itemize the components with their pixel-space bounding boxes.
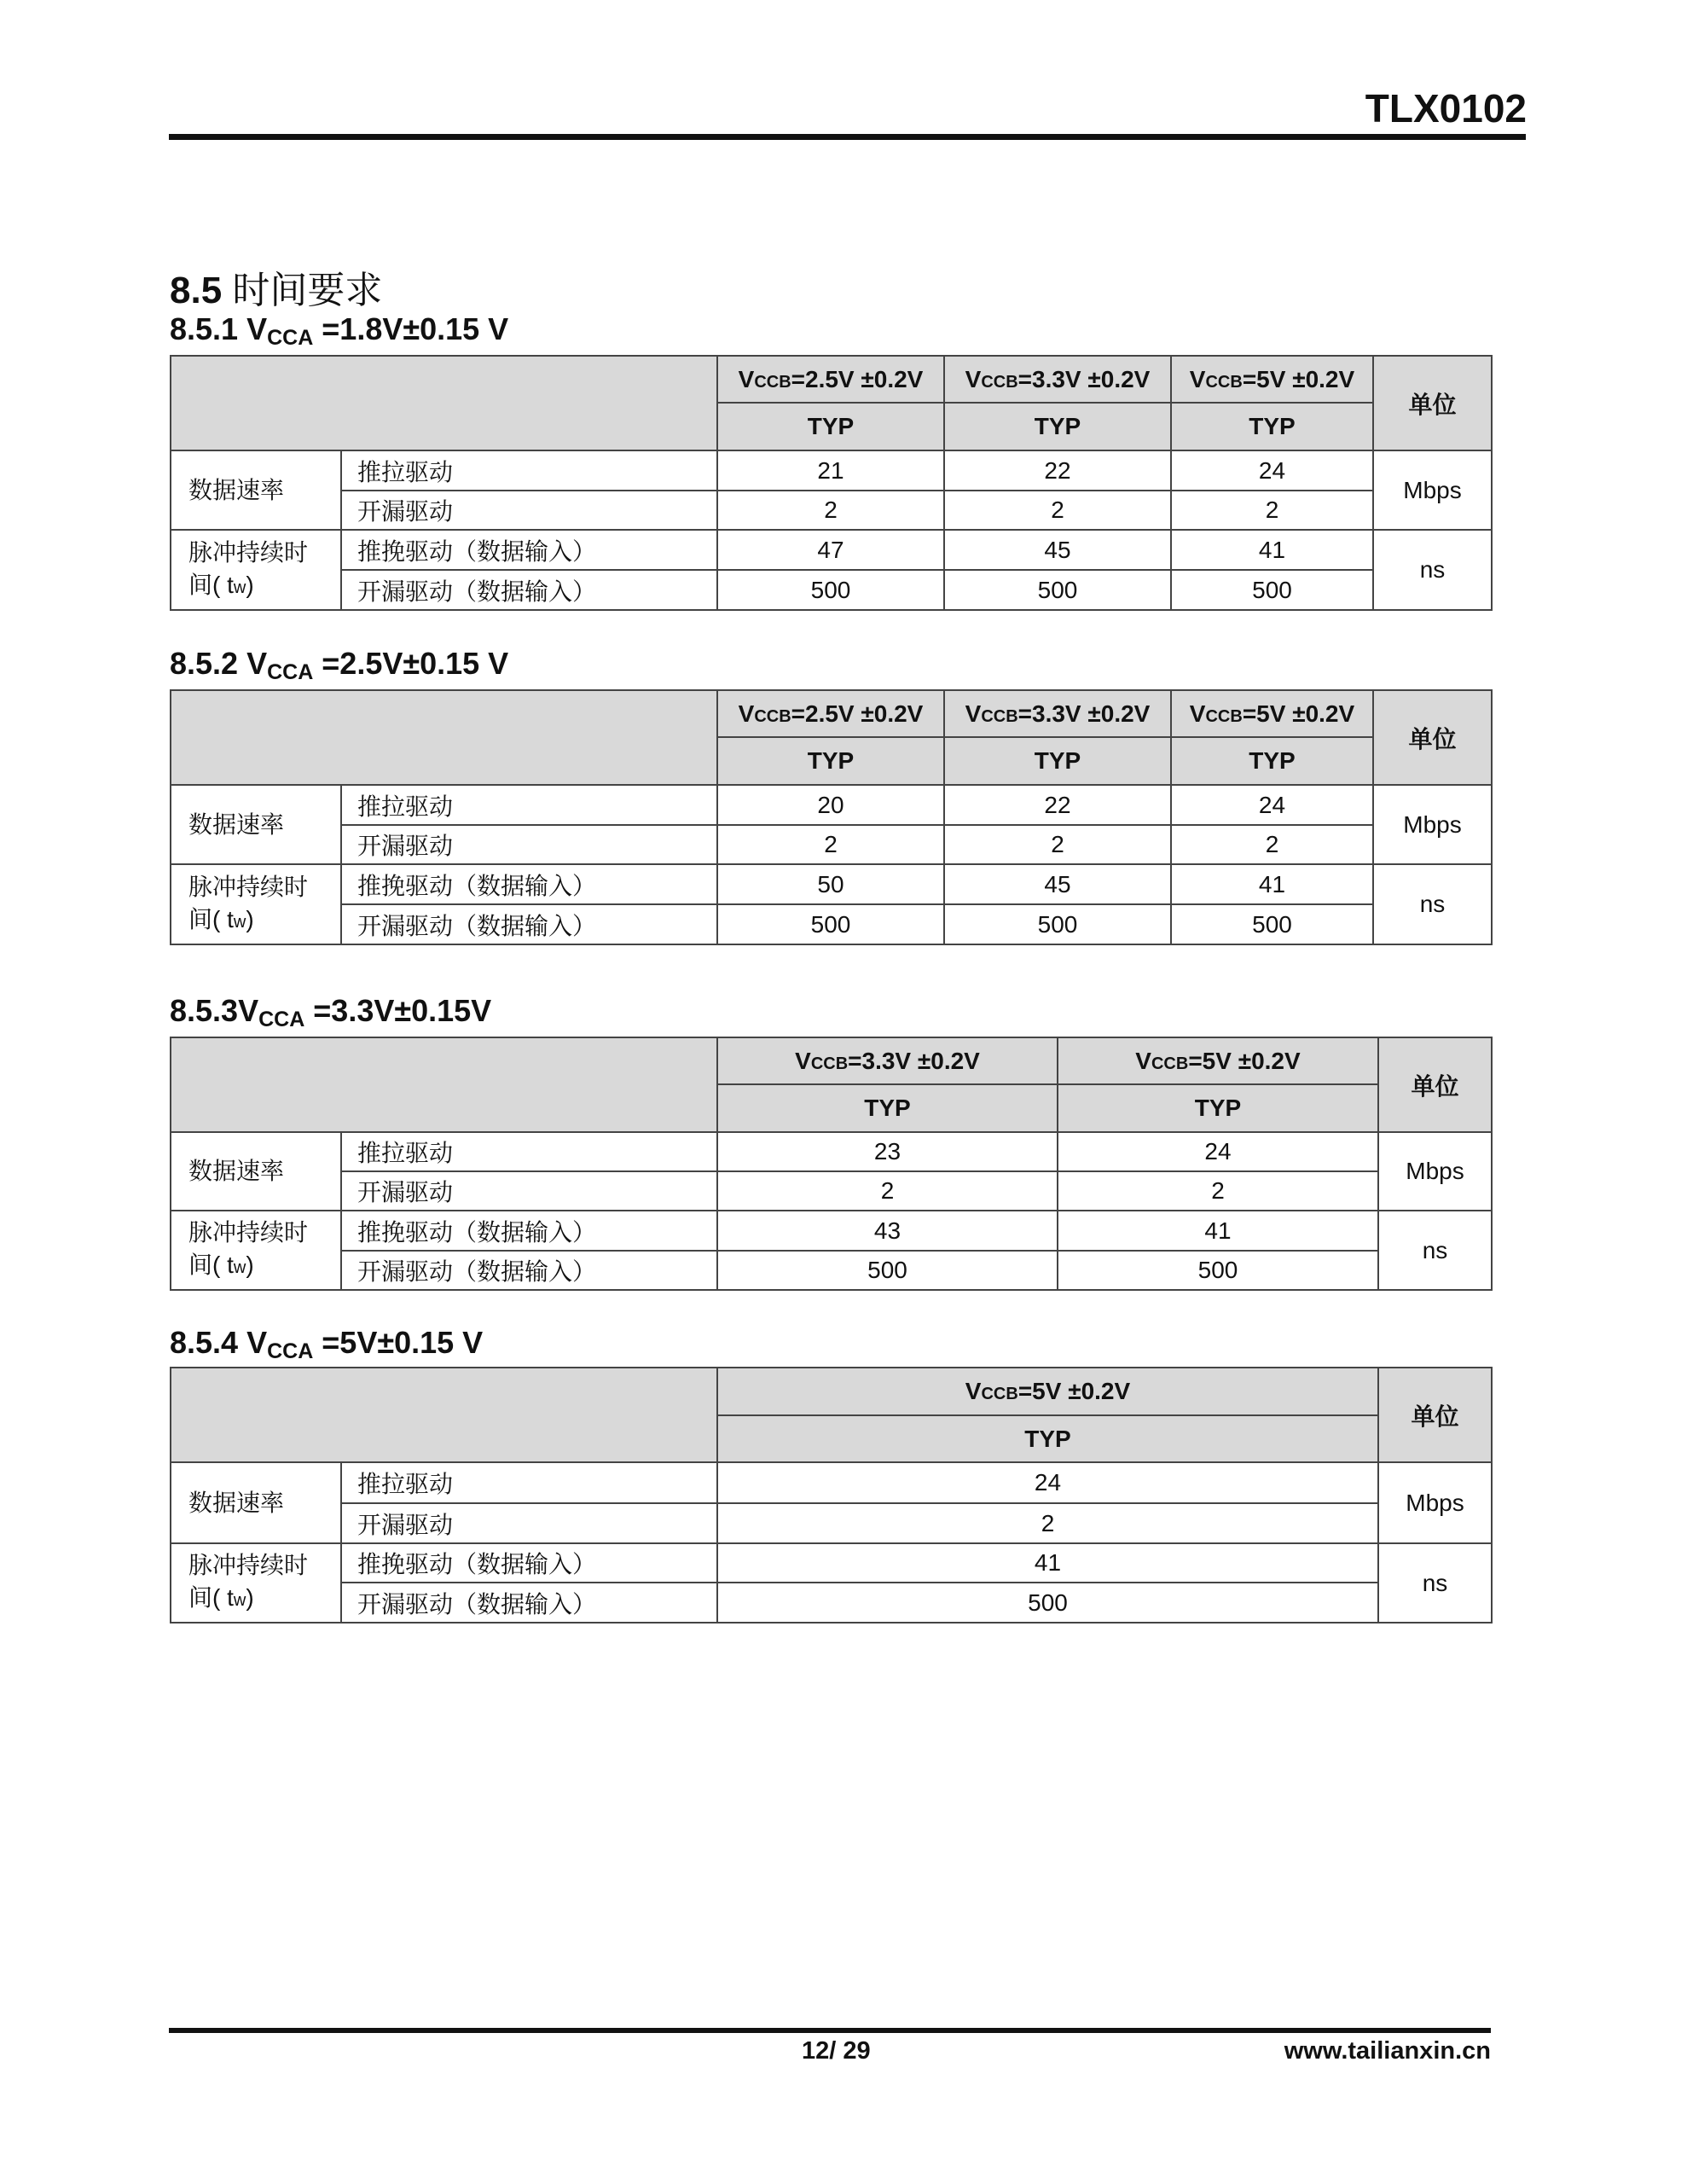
table-title-prefix: 8.5.3V (170, 993, 259, 1028)
typ-value: 2 (944, 491, 1171, 530)
typ-value: 45 (944, 530, 1171, 570)
condition-label: 推拉驱动 (341, 785, 717, 825)
table-row (171, 1251, 1492, 1290)
header-row (171, 690, 1492, 737)
vccb-v: V (738, 700, 755, 727)
typ-value: 47 (717, 530, 944, 570)
vccb-value: =5V ±0.2V (1188, 1047, 1301, 1074)
condition-label: 开漏驱动 (341, 825, 717, 864)
table-title (170, 993, 491, 1032)
vccb-subscript: CCB (1205, 372, 1243, 392)
page-number: 12/ 29 (802, 2037, 871, 2065)
typ-value: 24 (717, 1462, 1378, 1503)
section-name: 时间要求 (232, 270, 383, 311)
table-row (171, 570, 1492, 610)
parameter-label-line2: 间( t (188, 1252, 234, 1278)
vccb-v: V (738, 365, 755, 392)
section-number: 8.5 (170, 270, 223, 311)
vccb-v: V (965, 1378, 982, 1404)
timing-table (170, 1367, 1493, 1623)
document-id: TLX0102 (1365, 86, 1527, 131)
vccb-subscript: CCB (981, 372, 1018, 392)
parameter-label-close: ) (246, 905, 254, 932)
table-row (171, 1211, 1492, 1251)
typ-value: 500 (1171, 570, 1373, 610)
vccb-condition-header (1171, 690, 1373, 737)
unit-header: 单位 (1373, 356, 1492, 450)
condition-label: 推拉驱动 (341, 1462, 717, 1503)
typ-value: 500 (717, 570, 944, 610)
parameter-label: 数据速率 (171, 785, 341, 864)
table-row (171, 904, 1492, 944)
unit-value: Mbps (1378, 1132, 1492, 1211)
table-row (171, 1462, 1492, 1503)
vccb-v: V (795, 1047, 811, 1074)
vccb-condition-header (1058, 1037, 1378, 1084)
table-row (171, 825, 1492, 864)
header-row (171, 356, 1492, 403)
typ-value: 23 (717, 1132, 1058, 1171)
table-title (170, 1325, 483, 1364)
parameter-label: 数据速率 (171, 1132, 341, 1211)
vccb-v: V (1189, 700, 1206, 727)
table-row (171, 1503, 1492, 1543)
vccb-subscript: CCB (754, 706, 791, 726)
typ-header: TYP (717, 737, 944, 785)
parameter-label (171, 864, 341, 944)
table-title (170, 646, 508, 685)
parameter-label-line1: 脉冲持续时 (188, 873, 309, 900)
vccb-value: =3.3V ±0.2V (1017, 365, 1151, 392)
vccb-condition-header (944, 356, 1171, 403)
vccb-value: =5V ±0.2V (1242, 700, 1355, 727)
typ-header: TYP (717, 1084, 1058, 1132)
table-row (171, 530, 1492, 570)
header-blank-cell (171, 690, 717, 785)
condition-label: 开漏驱动（数据输入） (341, 1251, 717, 1290)
typ-header: TYP (1171, 403, 1373, 450)
typ-header: TYP (944, 737, 1171, 785)
vccb-condition-header (717, 356, 944, 403)
table-row (171, 1583, 1492, 1623)
header-blank-cell (171, 1368, 717, 1462)
table-row (171, 1171, 1492, 1211)
vccb-value: =3.3V ±0.2V (1017, 700, 1151, 727)
typ-value: 43 (717, 1211, 1058, 1251)
parameter-label-subscript: w (233, 1591, 246, 1610)
parameter-label-line2: 间( t (188, 571, 234, 598)
typ-value: 500 (944, 904, 1171, 944)
parameter-label-subscript: w (233, 578, 246, 597)
typ-value: 41 (1171, 864, 1373, 904)
table-row (171, 1543, 1492, 1583)
website: www.tailianxin.cn (1284, 2037, 1491, 2065)
typ-value: 2 (717, 1503, 1378, 1543)
typ-header: TYP (717, 403, 944, 450)
vccb-value: =5V ±0.2V (1242, 365, 1355, 392)
unit-value: ns (1378, 1543, 1492, 1623)
typ-value: 24 (1058, 1132, 1378, 1171)
condition-label: 开漏驱动（数据输入） (341, 570, 717, 610)
vccb-subscript: CCB (1205, 706, 1243, 726)
table-row (171, 785, 1492, 825)
typ-value: 41 (1058, 1211, 1378, 1251)
typ-header: TYP (1058, 1084, 1378, 1132)
parameter-label-line1: 脉冲持续时 (188, 538, 309, 566)
unit-value: Mbps (1373, 450, 1492, 530)
typ-value: 2 (717, 1171, 1058, 1211)
unit-header: 单位 (1378, 1368, 1492, 1462)
footer-rule (169, 2028, 1491, 2033)
condition-label: 开漏驱动（数据输入） (341, 1583, 717, 1623)
unit-value: ns (1373, 530, 1492, 610)
typ-value: 24 (1171, 450, 1373, 491)
table-title-subscript: CCA (267, 326, 314, 350)
condition-label: 开漏驱动 (341, 1503, 717, 1543)
typ-value: 500 (717, 1583, 1378, 1623)
vccb-subscript: CCB (981, 1385, 1018, 1403)
parameter-label (171, 1211, 341, 1290)
table-row (171, 491, 1492, 530)
typ-value: 2 (717, 491, 944, 530)
table-title-subscript: CCA (267, 1339, 314, 1363)
timing-table (170, 355, 1493, 611)
vccb-value: =2.5V ±0.2V (791, 700, 924, 727)
vccb-v: V (1135, 1047, 1151, 1074)
typ-value: 24 (1171, 785, 1373, 825)
typ-value: 500 (717, 1251, 1058, 1290)
typ-value: 45 (944, 864, 1171, 904)
condition-label: 开漏驱动（数据输入） (341, 904, 717, 944)
timing-table (170, 689, 1493, 945)
vccb-subscript: CCB (754, 372, 791, 392)
parameter-label-close: ) (246, 571, 254, 598)
typ-value: 50 (717, 864, 944, 904)
parameter-label (171, 1543, 341, 1623)
table-title-suffix: =3.3V±0.15V (304, 993, 492, 1028)
unit-header: 单位 (1373, 690, 1492, 785)
typ-value: 41 (717, 1543, 1378, 1583)
header-rule (169, 134, 1526, 140)
unit-value: ns (1378, 1211, 1492, 1290)
table-title-suffix: =1.8V±0.15 V (313, 311, 509, 346)
vccb-condition-header (717, 1037, 1058, 1084)
parameter-label-line2: 间( t (188, 905, 234, 932)
table-title-prefix: 8.5.1 V (170, 311, 268, 346)
typ-value: 500 (1058, 1251, 1378, 1290)
condition-label: 推挽驱动（数据输入） (341, 864, 717, 904)
vccb-condition-header (717, 1368, 1378, 1415)
table-title-subscript: CCA (267, 660, 314, 684)
section-title (170, 259, 382, 314)
typ-value: 2 (1171, 491, 1373, 530)
typ-value: 21 (717, 450, 944, 491)
condition-label: 推挽驱动（数据输入） (341, 530, 717, 570)
condition-label: 推拉驱动 (341, 450, 717, 491)
typ-value: 2 (1171, 825, 1373, 864)
parameter-label: 数据速率 (171, 450, 341, 530)
condition-label: 开漏驱动 (341, 491, 717, 530)
unit-value: Mbps (1373, 785, 1492, 864)
condition-label: 推拉驱动 (341, 1132, 717, 1171)
table-title-prefix: 8.5.2 V (170, 646, 268, 681)
header-row (171, 1368, 1492, 1415)
typ-header: TYP (717, 1415, 1378, 1462)
vccb-v: V (965, 365, 982, 392)
typ-header: TYP (1171, 737, 1373, 785)
table-title-suffix: =5V±0.15 V (313, 1325, 484, 1360)
vccb-condition-header (717, 690, 944, 737)
typ-value: 2 (1058, 1171, 1378, 1211)
table-row (171, 450, 1492, 491)
header-blank-cell (171, 1037, 717, 1132)
unit-value: ns (1373, 864, 1492, 944)
condition-label: 推挽驱动（数据输入） (341, 1543, 717, 1583)
parameter-label-close: ) (246, 1252, 254, 1278)
parameter-label (171, 530, 341, 610)
vccb-subscript: CCB (981, 706, 1018, 726)
header-row (171, 1037, 1492, 1084)
parameter-label-subscript: w (233, 912, 246, 932)
vccb-condition-header (944, 690, 1171, 737)
table-row (171, 864, 1492, 904)
typ-value: 20 (717, 785, 944, 825)
table-title-prefix: 8.5.4 V (170, 1325, 268, 1360)
table-row (171, 1132, 1492, 1171)
table-title-suffix: =2.5V±0.15 V (313, 646, 509, 681)
unit-header: 单位 (1378, 1037, 1492, 1132)
vccb-v: V (965, 700, 982, 727)
table-title (170, 311, 508, 351)
typ-value: 41 (1171, 530, 1373, 570)
typ-value: 500 (944, 570, 1171, 610)
vccb-v: V (1189, 365, 1206, 392)
parameter-label: 数据速率 (171, 1462, 341, 1543)
header-blank-cell (171, 356, 717, 450)
vccb-value: =5V ±0.2V (1017, 1378, 1131, 1404)
vccb-value: =2.5V ±0.2V (791, 365, 924, 392)
condition-label: 推挽驱动（数据输入） (341, 1211, 717, 1251)
table-title-subscript: CCA (258, 1008, 305, 1031)
timing-table (170, 1037, 1493, 1291)
parameter-label-close: ) (246, 1584, 254, 1611)
typ-value: 22 (944, 450, 1171, 491)
vccb-value: =3.3V ±0.2V (848, 1047, 980, 1074)
vccb-subscript: CCB (1151, 1054, 1189, 1073)
typ-header: TYP (944, 403, 1171, 450)
vccb-condition-header (1171, 356, 1373, 403)
condition-label: 开漏驱动 (341, 1171, 717, 1211)
typ-value: 500 (1171, 904, 1373, 944)
typ-value: 2 (717, 825, 944, 864)
typ-value: 500 (717, 904, 944, 944)
typ-value: 2 (944, 825, 1171, 864)
vccb-subscript: CCB (810, 1054, 849, 1073)
unit-value: Mbps (1378, 1462, 1492, 1543)
typ-value: 22 (944, 785, 1171, 825)
parameter-label-line2: 间( t (188, 1584, 234, 1611)
parameter-label-subscript: w (233, 1258, 246, 1277)
parameter-label-line1: 脉冲持续时 (188, 1552, 309, 1578)
parameter-label-line1: 脉冲持续时 (188, 1219, 309, 1246)
